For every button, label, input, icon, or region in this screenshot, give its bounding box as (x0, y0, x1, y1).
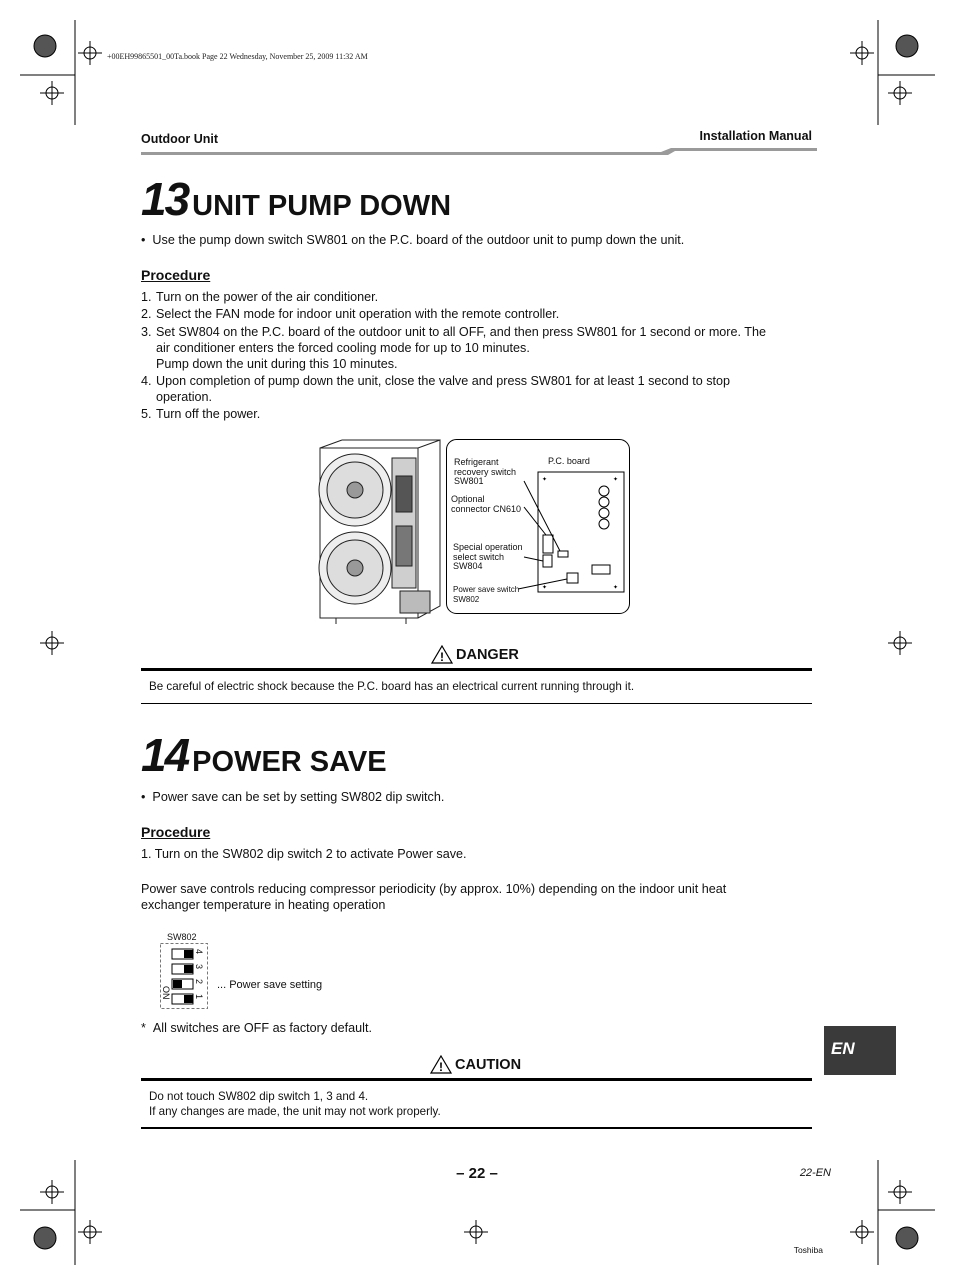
file-info-line: +00EH99865501_00Ta.book Page 22 Wednesday, November 25, 2009 11:32 AM (107, 52, 368, 61)
dip-num-2: 2 (194, 979, 204, 985)
caution-heading (430, 1055, 521, 1074)
danger-rule-bottom (141, 703, 812, 704)
page-number: – 22 – (456, 1165, 498, 1182)
danger-label: DANGER (456, 646, 519, 663)
callout-sw804: Special operation select switch SW804 (453, 542, 523, 571)
footnote-text: All switches are OFF as factory default. (152, 1021, 372, 1035)
caution-label: CAUTION (455, 1056, 522, 1073)
step-1: 1. Turn on the SW802 dip switch 2 to activate Power save. (141, 847, 467, 861)
callout-cn610: Optional connector CN610 (451, 494, 522, 514)
section-13-heading (141, 173, 452, 225)
svg-text:✦: ✦ (613, 477, 619, 483)
svg-text:✦: ✦ (613, 585, 619, 591)
footnote-mark: * (141, 1021, 146, 1035)
caution-text: Do not touch SW802 dip switch 1, 3 and 4. If any changes are made, the unit may not work properly. (149, 1090, 441, 1118)
power-save-description: Power save controls reducing compressor periodicity (by approx. 10%) depending on the indoor unit heat exchanger temperature in heating operation (141, 882, 727, 912)
page-code: 22-EN (799, 1167, 831, 1179)
step-4: 4. Upon completion of pump down the unit, close the valve and press SW801 for at least 1 second to stop operation. (141, 374, 731, 404)
svg-text:✦: ✦ (542, 477, 548, 483)
language-tab: EN (824, 1026, 896, 1075)
section-number: 13 (141, 173, 189, 225)
svg-text:✦: ✦ (542, 585, 548, 591)
warning-triangle-icon (430, 1055, 452, 1074)
danger-heading (431, 645, 519, 664)
header-left: Outdoor Unit (141, 132, 219, 146)
procedure-heading: Procedure (141, 824, 211, 840)
section-title: POWER SAVE (192, 746, 387, 778)
caution-rule-bottom (141, 1127, 812, 1129)
step-3: 3. Set SW804 on the P.C. board of the outdoor unit to all OFF, and then press SW801 for 1 second or more. The air conditioner enters the forced cooling mode for up to 10 minutes. Pump down the unit during this 10 minutes. (141, 325, 766, 371)
section-title: UNIT PUMP DOWN (192, 190, 452, 222)
callout-sw802: Power save switch SW802 (453, 585, 520, 604)
dip-setting-text: ... Power save setting (217, 979, 323, 991)
bullet-item: • Use the pump down switch SW801 on the P.C. board of the outdoor unit to pump down the unit. (141, 233, 685, 247)
footnote (141, 1021, 372, 1035)
pcb-label: P.C. board (548, 456, 590, 466)
dip-num-4: 4 (194, 949, 204, 955)
dip-num-1: 1 (194, 994, 204, 1000)
bullet-text: Power save can be set by setting SW802 dip switch. (152, 790, 445, 804)
section-14-heading (141, 729, 387, 781)
bullet-item: • Power save can be set by setting SW802 dip switch. (141, 790, 445, 804)
step-5: 5. Turn off the power. (141, 407, 261, 421)
dip-num-3: 3 (194, 964, 204, 970)
step-2: 2. Select the FAN mode for indoor unit operation with the remote controller. (141, 307, 560, 321)
danger-rule-top (141, 668, 812, 671)
header-rule (141, 145, 817, 157)
callout-sw801: Refrigerant recovery switch SW801 (454, 457, 517, 486)
section-number: 14 (141, 729, 189, 781)
outdoor-unit-illustration (316, 436, 446, 624)
procedure-heading: Procedure (141, 267, 211, 283)
danger-text: Be careful of electric shock because the P.C. board has an electrical current running through it. (149, 680, 635, 693)
header-right: Installation Manual (699, 129, 812, 143)
procedure-steps (141, 289, 821, 422)
svg-text:!: ! (439, 1060, 443, 1074)
step-1: 1. Turn on the power of the air conditioner. (141, 290, 379, 304)
dip-label: SW802 (167, 932, 197, 942)
dip-on-label: ON (161, 986, 171, 1000)
bullet-text: Use the pump down switch SW801 on the P.C. board of the outdoor unit to pump down the unit. (152, 233, 685, 247)
caution-rule-top (141, 1078, 812, 1081)
brand-name: Toshiba (793, 1245, 823, 1255)
warning-triangle-icon (431, 645, 453, 664)
svg-text:!: ! (440, 650, 444, 664)
